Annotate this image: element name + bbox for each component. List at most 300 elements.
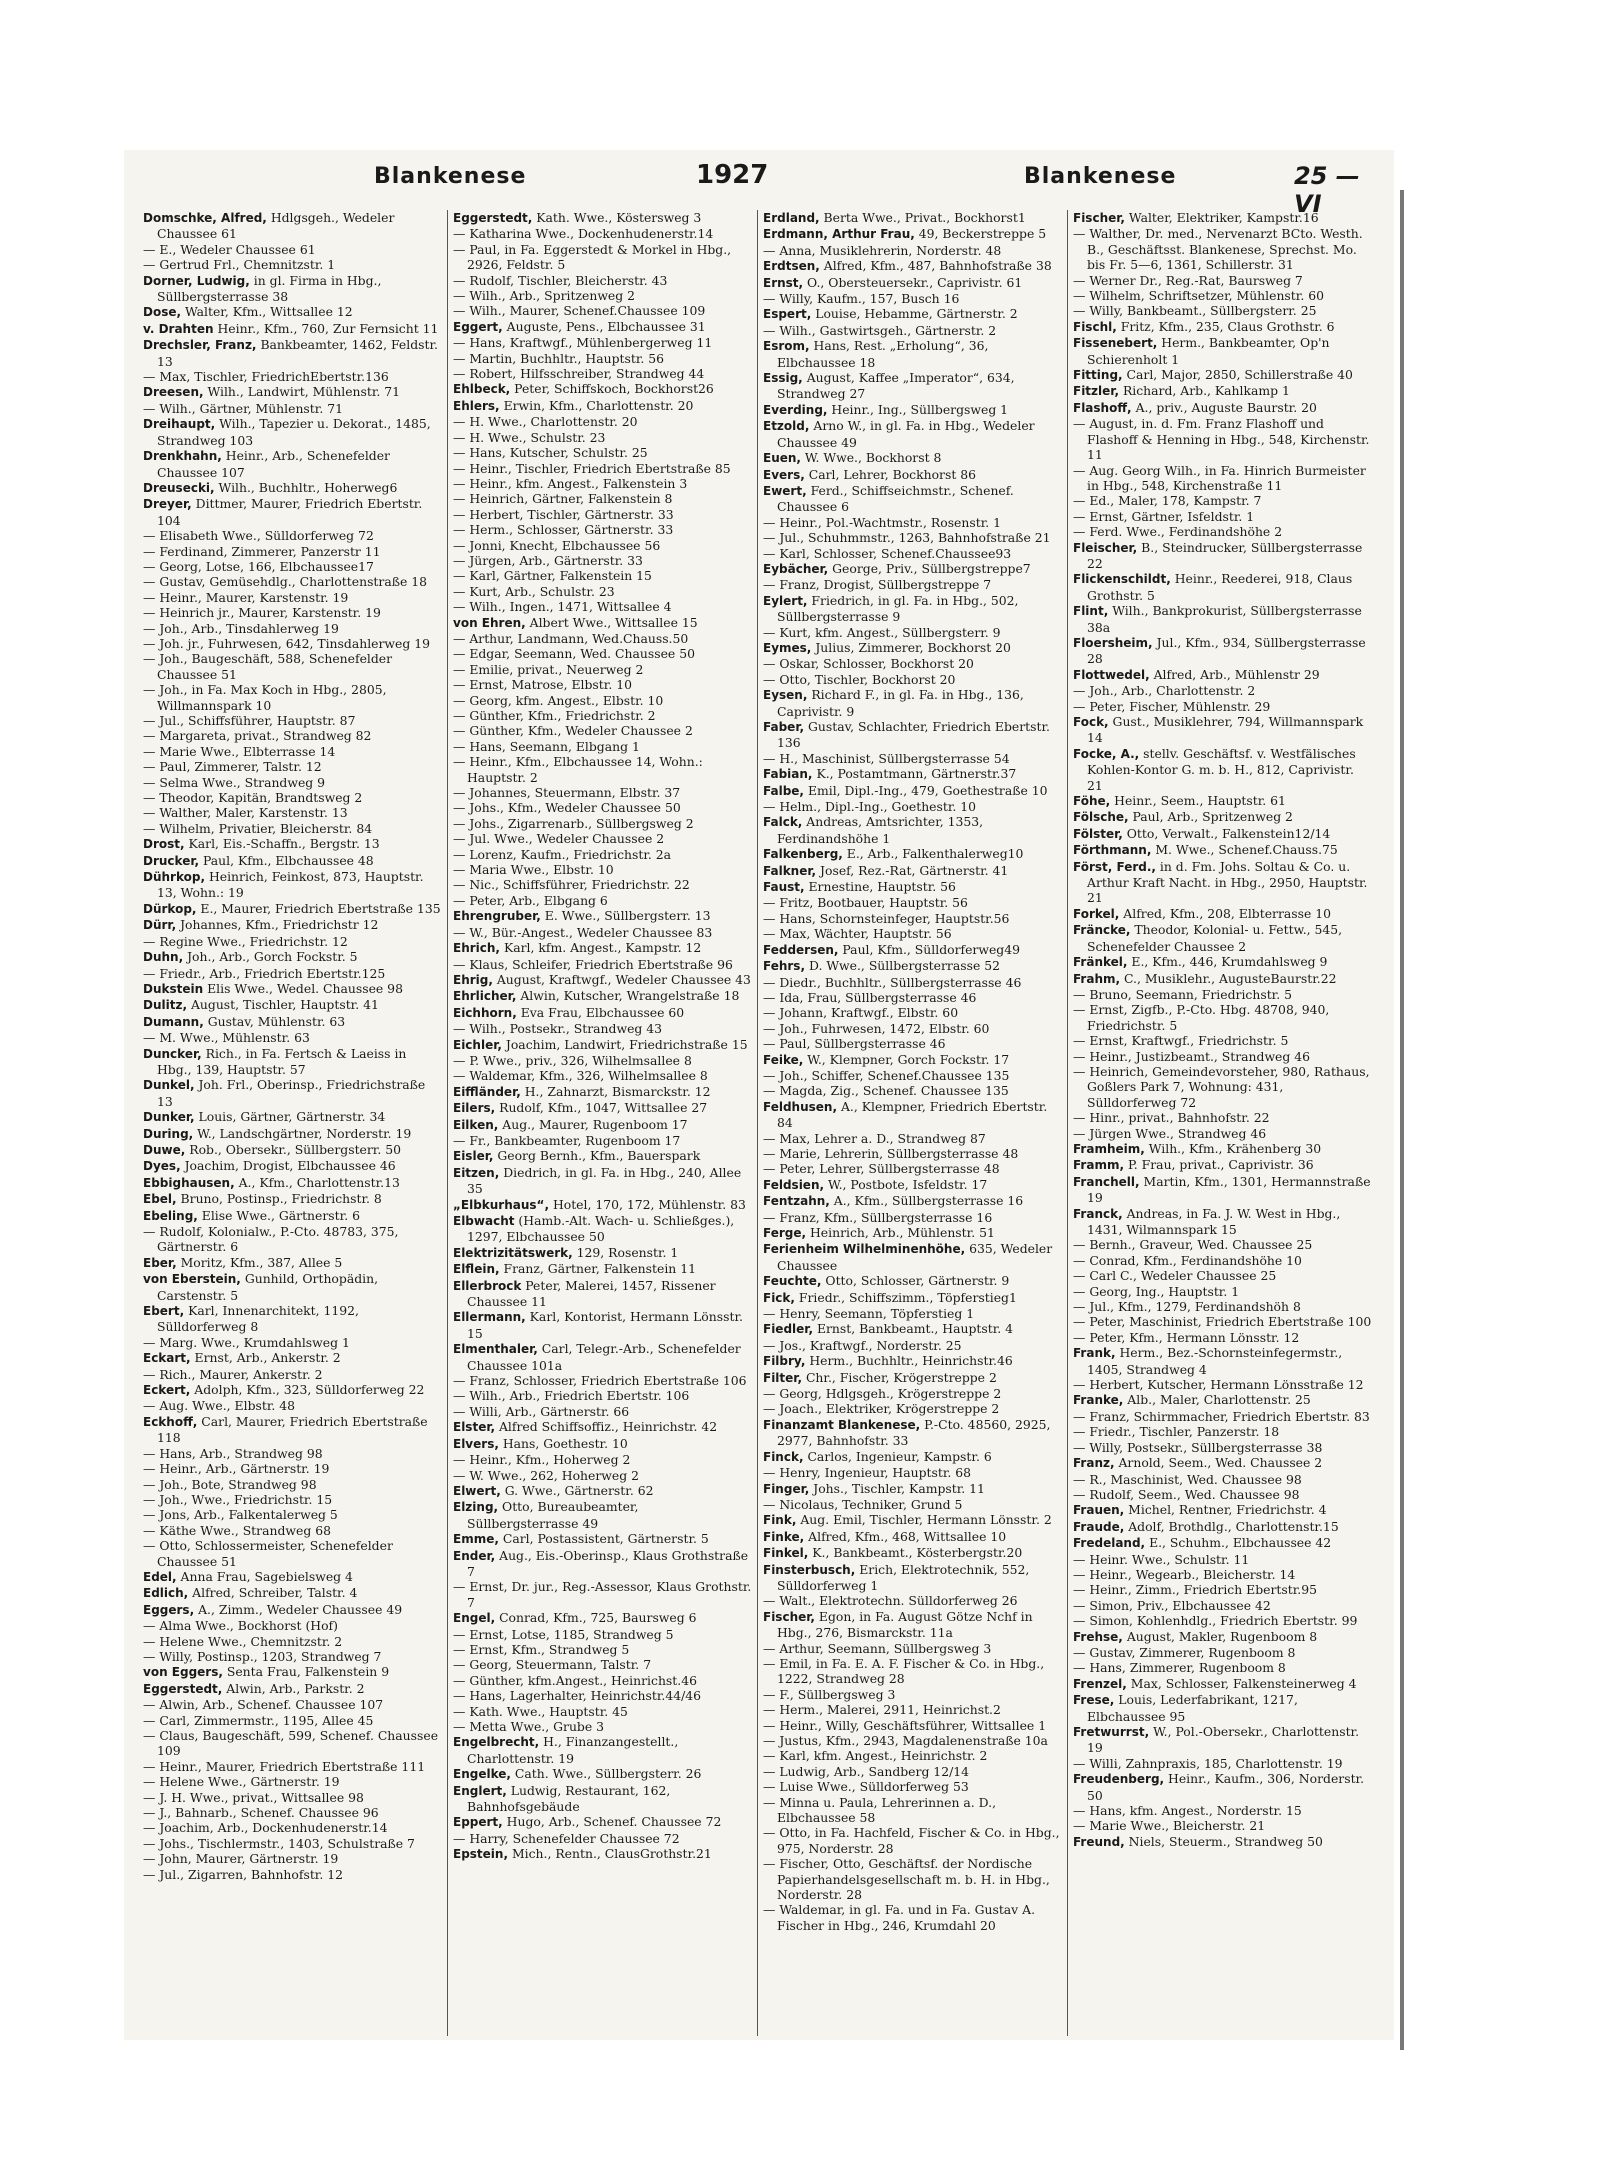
directory-entry <box>1073 1110 1373 1125</box>
entry-details: — Jürgen, Arb., Gärtnerstr. 33 <box>453 552 643 568</box>
entry-surname: Flottwedel, <box>1073 667 1150 682</box>
directory-entry <box>143 1713 442 1728</box>
entry-details: — Willy, Postsekr., Süllbergsterrasse 38 <box>1073 1439 1323 1455</box>
directory-entry <box>453 1197 752 1213</box>
directory-entry <box>453 507 752 522</box>
entry-surname: Drost, <box>143 837 185 852</box>
entry-surname: Eckart, <box>143 1351 191 1366</box>
directory-entry <box>763 1779 1062 1794</box>
entry-details: Josef, Rez.-Rat, Gärtnerstr. 41 <box>816 862 1009 878</box>
entry-details: O., Obersteuersekr., Caprivistr. 61 <box>803 274 1023 290</box>
entry-details: Friedr., Schiffszimm., Töpferstieg1 <box>794 1289 1017 1305</box>
directory-entry <box>763 338 1062 370</box>
entry-details: — Luise Wwe., Sülldorferweg 53 <box>763 1779 969 1795</box>
directory-entry <box>453 1673 752 1688</box>
entry-details: — Rudolf, Seem., Wed. Chaussee 98 <box>1073 1486 1300 1502</box>
directory-entry <box>763 483 1062 515</box>
entry-surname: Faust, <box>763 880 805 895</box>
entry-details: D. Wwe., Süllbergsterrasse 52 <box>805 958 1000 974</box>
directory-entry <box>453 491 752 506</box>
directory-entry <box>453 584 752 599</box>
entry-surname: Elmenthaler, <box>453 1342 538 1357</box>
directory-entry <box>763 1083 1062 1098</box>
entry-details: — Carl C., Wedeler Chaussee 25 <box>1073 1268 1277 1284</box>
directory-entry <box>763 561 1062 577</box>
entry-details: — Diedr., Buchhltr., Süllbergsterrasse 46 <box>763 974 1022 990</box>
entry-surname: Frahm, <box>1073 971 1121 986</box>
directory-entry <box>143 1851 442 1866</box>
entry-details: A., Kfm., Süllbergsterrasse 16 <box>829 1193 1024 1209</box>
entry-details: — Gertrud Frl., Chemnitzstr. 1 <box>143 257 336 273</box>
directory-entry <box>143 1126 442 1142</box>
entry-details: G. Wwe., Gärtnerstr. 62 <box>500 1482 654 1498</box>
column-3 <box>758 210 1068 2036</box>
entry-details: Otto, Bureaubeamter, Süllbergsterrasse 49 <box>467 1499 639 1531</box>
entry-details: M. Wwe., Schenef.Chauss.75 <box>1151 842 1338 858</box>
entry-details: — Georg, Ing., Hauptstr. 1 <box>1073 1283 1240 1299</box>
entry-details: Adolf, Brothdlg., Charlottenstr.15 <box>1124 1518 1339 1534</box>
entry-surname: Edel, <box>143 1569 177 1584</box>
entry-details: Alfred, Kfm., 208, Elbterrasse 10 <box>1119 905 1332 921</box>
entry-details: P. Frau, privat., Caprivistr. 36 <box>1124 1157 1314 1173</box>
directory-entry <box>453 1627 752 1642</box>
entry-details: — Bernh., Graveur, Wed. Chaussee 25 <box>1073 1237 1313 1253</box>
directory-entry <box>1073 1455 1373 1471</box>
entry-details: — Harry, Schenefelder Chaussee 72 <box>453 1830 680 1846</box>
directory-entry <box>143 966 442 981</box>
entry-details: — Alma Wwe., Bockhorst (Hof) <box>143 1618 338 1634</box>
entry-details: Heinrich, Arb., Mühlenstr. 51 <box>806 1225 995 1240</box>
directory-entry <box>453 988 752 1004</box>
directory-entry <box>143 1014 442 1030</box>
entry-details: Wilh., Tapezier u. Dekorat., 1485, Strandweg 103 <box>157 416 431 448</box>
directory-entry <box>763 1497 1062 1512</box>
directory-entry <box>453 816 752 831</box>
entry-details: — Ferdinand, Zimmerer, Panzerstr 11 <box>143 543 381 559</box>
entry-details: — Willi, Arb., Gärtnerstr. 66 <box>453 1403 630 1419</box>
entry-surname: Eilken, <box>453 1117 499 1132</box>
directory-entry <box>1073 1440 1373 1455</box>
entry-details: — Peter, Maschinist, Friedrich Ebertstraße 100 <box>1073 1314 1372 1330</box>
directory-entry <box>763 1449 1062 1465</box>
entry-details: Herm., Bez.-Schornsteinfegermstr., 1405, Strandweg 4 <box>1087 1345 1343 1377</box>
directory-entry <box>143 790 442 805</box>
entry-details: Fritz, Kfm., 235, Claus Grothstr. 6 <box>1116 318 1335 334</box>
entry-details: — Metta Wwe., Grube 3 <box>453 1719 605 1734</box>
entry-details: Elis Wwe., Wedel. Chaussee 98 <box>203 980 403 996</box>
directory-entry <box>453 1261 752 1277</box>
entry-surname: Fleischer, <box>1073 540 1138 555</box>
column-1 <box>138 210 448 2036</box>
directory-entry <box>1073 1567 1373 1582</box>
entry-details: — Wilhelm, Privatier, Bleicherstr. 84 <box>143 820 373 836</box>
entry-surname: Dukstein <box>143 981 204 996</box>
entry-surname: Eggerstedt, <box>143 1681 223 1696</box>
entry-details: Hans, Rest. „Erholung“, 36, Elbchaussee 18 <box>777 338 989 370</box>
entry-details: Berta Wwe., Privat., Bockhorst1 <box>819 210 1026 225</box>
column-2 <box>448 210 758 2036</box>
entry-details: — Fritz, Bootbauer, Hauptstr. 56 <box>763 895 968 911</box>
entry-surname: Focke, A., <box>1073 746 1140 761</box>
directory-entry <box>143 1398 442 1413</box>
entry-details: — Waldemar, in gl. Fa. und in Fa. Gustav A. Fischer in Hbg., 246, Krumdahl 20 <box>763 1902 1036 1933</box>
entry-surname: Elbwacht <box>453 1214 515 1228</box>
directory-entry <box>763 1099 1062 1131</box>
directory-entry <box>1073 699 1373 714</box>
entry-surname: Eilers, <box>453 1101 496 1116</box>
entry-surname: Domschke, Alfred, <box>143 211 267 225</box>
directory-entry <box>453 599 752 614</box>
directory-entry <box>453 476 752 491</box>
directory-entry <box>1073 1424 1373 1439</box>
entry-details: Arnold, Seem., Wed. Chaussee 2 <box>1114 1455 1323 1471</box>
directory-entry <box>453 1165 752 1197</box>
entry-surname: Dyes, <box>143 1159 181 1174</box>
directory-entry <box>1073 906 1373 922</box>
directory-entry <box>453 398 752 414</box>
entry-details: Aug., Maurer, Rugenboom 17 <box>498 1116 688 1132</box>
directory-entry <box>143 621 442 636</box>
directory-entry <box>1073 1237 1373 1252</box>
directory-entry <box>453 940 752 956</box>
directory-entry <box>1073 1330 1373 1345</box>
entry-details: — Justus, Kfm., 2943, Magdalenenstraße 10a <box>763 1733 1048 1748</box>
directory-entry <box>1073 1299 1373 1314</box>
entry-details: E. Wwe., Süllbergsterr. 13 <box>540 908 711 924</box>
entry-details: — Klaus, Schleifer, Friedrich Ebertstraße 96 <box>453 956 733 972</box>
entry-details: Gustav, Mühlenstr. 63 <box>203 1013 346 1029</box>
entry-surname: Ehlers, <box>453 398 500 413</box>
entry-details: E., Kfm., 446, Krumdahlsweg 9 <box>1127 954 1328 970</box>
directory-entry <box>143 384 442 400</box>
entry-surname: Eggert, <box>453 319 503 334</box>
directory-entry <box>143 1382 442 1398</box>
directory-entry <box>763 1401 1062 1416</box>
directory-entry <box>1073 793 1373 809</box>
entry-details: — Kurt, kfm. Angest., Süllbergsterr. 9 <box>763 624 1001 640</box>
entry-details: B., Steindrucker, Süllbergsterrasse 22 <box>1087 539 1363 571</box>
directory-entry <box>453 831 752 846</box>
entry-surname: Finke, <box>763 1529 805 1544</box>
entry-details: Moritz, Kfm., 387, Allee 5 <box>176 1254 343 1270</box>
entry-details: — Rudolf, Tischler, Bleicherstr. 43 <box>453 272 668 288</box>
entry-details: Joachim, Drogist, Elbchaussee 46 <box>180 1158 396 1174</box>
entry-surname: Ellerbrock <box>453 1278 522 1293</box>
directory-entry <box>763 1177 1062 1193</box>
entry-details: — Heinrich jr., Maurer, Karstenstr. 19 <box>143 605 381 621</box>
header-left-title: Blankenese <box>374 164 527 189</box>
directory-entry <box>143 1477 442 1492</box>
directory-entry <box>1073 714 1373 746</box>
directory-entry <box>763 275 1062 291</box>
entry-surname: Eckhoff, <box>143 1414 198 1429</box>
directory-entry <box>143 775 442 790</box>
entry-details: — Joh., Arb., Tinsdahlerweg 19 <box>143 620 339 636</box>
directory-entry <box>453 1117 752 1133</box>
entry-details: Herm., Buchhltr., Heinrichstr.46 <box>805 1353 1013 1369</box>
directory-entry <box>763 1052 1062 1068</box>
entry-details: — Kurt, Arb., Schulstr. 23 <box>453 583 615 599</box>
entry-details: — Ernst, Lotse, 1185, Strandweg 5 <box>453 1626 674 1642</box>
entry-surname: Finck, <box>763 1449 804 1464</box>
directory-entry <box>143 1790 442 1805</box>
directory-entry <box>763 1512 1062 1528</box>
entry-details: Georg Bernh., Kfm., Bauerspark <box>493 1148 701 1164</box>
entry-surname: Freund, <box>1073 1834 1125 1849</box>
directory-entry <box>453 1419 752 1435</box>
entry-details: — Max, Tischler, FriedrichEbertstr.136 <box>143 369 389 385</box>
directory-entry <box>143 917 442 933</box>
entry-details: Karl, Innenarchitekt, 1192, Sülldorferweg 8 <box>157 1303 359 1335</box>
directory-entry <box>143 805 442 820</box>
directory-entry <box>143 1618 442 1633</box>
directory-entry <box>1073 400 1373 416</box>
directory-entry <box>453 1245 752 1261</box>
entry-details: — Marg. Wwe., Krumdahlsweg 1 <box>143 1334 350 1350</box>
entry-surname: Franz, <box>1073 1456 1115 1471</box>
entry-details: C., Musiklehr., AugusteBaurstr.22 <box>1120 970 1337 986</box>
entry-surname: Espert, <box>763 307 812 322</box>
directory-entry <box>143 1774 442 1789</box>
entry-details: George, Priv., Süllbergstreppe7 <box>828 560 1031 576</box>
directory-entry <box>453 972 752 988</box>
entry-details: Alb., Maler, Charlottenstr. 25 <box>1123 1392 1311 1408</box>
entry-surname: Fräncke, <box>1073 923 1131 938</box>
directory-entry <box>453 430 752 445</box>
entry-surname: Fölster, <box>1073 826 1123 841</box>
entry-details: Bankbeamter, 1462, Feldstr. 13 <box>157 337 438 369</box>
directory-entry <box>763 783 1062 799</box>
directory-entry <box>1073 540 1373 572</box>
directory-entry <box>763 1764 1062 1779</box>
directory-entry <box>143 901 442 917</box>
directory-entry <box>453 1704 752 1719</box>
directory-entry <box>453 319 752 335</box>
directory-entry <box>763 625 1062 640</box>
directory-entry <box>763 243 1062 258</box>
entry-details: — Jul., Schuhmmstr., 1263, Bahnhofstraße 21 <box>763 530 1051 546</box>
entry-details: W., Klempner, Gorch Fockstr. 17 <box>803 1051 1010 1067</box>
entry-surname: Dorner, Ludwig, <box>143 273 250 288</box>
entry-details: Andreas, Amtsrichter, 1353, Ferdinandshöhe 1 <box>777 814 984 846</box>
entry-details: — Aug. Wwe., Elbstr. 48 <box>143 1398 296 1414</box>
directory-entry <box>453 1610 752 1626</box>
entry-details: K., Bankbeamt., Kösterbergstr.20 <box>808 1545 1023 1561</box>
entry-details: — Herbert, Tischler, Gärtnerstr. 33 <box>453 506 674 522</box>
entry-details: P.-Cto. 48560, 2925, 2977, Bahnhofstr. 33 <box>777 1416 1051 1449</box>
directory-entry <box>453 957 752 972</box>
entry-details: — Walt., Elektrotechn. Sülldorferweg 26 <box>763 1593 1018 1609</box>
directory-entry <box>453 1053 752 1068</box>
directory-entry <box>763 1718 1062 1733</box>
entry-surname: Engel, <box>453 1611 496 1626</box>
entry-details: W. Wwe., Bockhorst 8 <box>800 450 942 466</box>
entry-details: Senta Frau, Falkenstein 9 <box>222 1664 390 1680</box>
directory-entry <box>143 1867 442 1882</box>
entry-details: Alwin, Arb., Parkstr. 2 <box>222 1680 365 1696</box>
entry-details: Eva Frau, Elbchaussee 60 <box>516 1004 685 1020</box>
entry-surname: Falkenberg, <box>763 847 843 862</box>
entry-details: — Franz, Drogist, Süllbergstreppe 7 <box>763 577 992 593</box>
entry-surname: Fock, <box>1073 715 1109 729</box>
entry-details: A., Klempner, Friedrich Ebertstr. 84 <box>777 1098 1048 1131</box>
entry-details: — Wilh., Postsekr., Strandweg 43 <box>453 1021 663 1037</box>
directory-entry <box>1073 288 1373 303</box>
entry-surname: Ehrengruber, <box>453 909 541 924</box>
directory-entry <box>1073 1724 1373 1756</box>
entry-details: — Joach., Elektriker, Krögerstreppe 2 <box>763 1401 1000 1417</box>
directory-entry <box>143 1191 442 1207</box>
entry-details: — Willi, Zahnpraxis, 185, Charlottenstr. 19 <box>1073 1755 1343 1771</box>
directory-entry <box>763 370 1062 402</box>
directory-entry <box>763 467 1062 483</box>
entry-details: August, Makler, Rugenboom 8 <box>1122 1628 1318 1644</box>
directory-entry <box>763 291 1062 306</box>
entry-details: — Simon, Priv., Elbchaussee 42 <box>1073 1597 1271 1613</box>
entry-surname: Drechsler, Franz, <box>143 338 257 353</box>
entry-details: Alfred, Arb., Mühlenstr 29 <box>1149 666 1320 682</box>
entry-surname: Elektrizitätswerk, <box>453 1245 573 1260</box>
entry-details: H., Finanzangestellt., Charlottenstr. 19 <box>467 1734 679 1766</box>
directory-entry <box>763 1529 1062 1545</box>
directory-entry <box>143 744 442 759</box>
entry-details: — Werner Dr., Reg.-Rat, Baursweg 7 <box>1073 272 1303 288</box>
entry-details: — E., Wedeler Chaussee 61 <box>143 241 316 257</box>
entry-surname: Fischer, <box>1073 211 1125 225</box>
entry-surname: Frank, <box>1073 1346 1116 1361</box>
entry-details: — Walther, Dr. med., Nervenarzt BCto. Westh. B., Geschäftsst. Blankenese, Sprechst. Mo. bis Fr. 5—6, 1361, Schillerstr. 31 <box>1073 226 1363 273</box>
entry-details: — Regine Wwe., Friedrichstr. 12 <box>143 933 348 949</box>
directory-entry <box>1073 1756 1373 1771</box>
directory-entry <box>763 879 1062 895</box>
entry-details: — Conrad, Kfm., Ferdinandshöhe 10 <box>1073 1252 1302 1268</box>
entry-surname: Franchell, <box>1073 1174 1140 1189</box>
directory-entry <box>143 559 442 574</box>
directory-entry <box>1073 1049 1373 1064</box>
entry-details: Paul, Kfm., Sülldorferweg49 <box>838 941 1020 957</box>
directory-entry <box>1073 809 1373 825</box>
directory-entry <box>1073 746 1373 793</box>
column-4 <box>1068 210 1378 2036</box>
directory-entry <box>453 1531 752 1547</box>
entry-surname: Feuchte, <box>763 1274 822 1289</box>
directory-entry <box>143 636 442 651</box>
entry-surname: Feike, <box>763 1052 804 1067</box>
entry-surname: Duhn, <box>143 950 184 965</box>
entry-details: Friedrich, in gl. Fa. in Hbg., 502, Süllbergsterrasse 9 <box>777 592 1019 625</box>
entry-surname: Frenzel, <box>1073 1676 1127 1691</box>
entry-details: Carl, Lehrer, Bockhorst 86 <box>804 466 977 482</box>
entry-details: — Katharina Wwe., Dockenhudenerstr.14 <box>453 226 714 242</box>
directory-entry <box>453 723 752 738</box>
directory-entry <box>453 1278 752 1310</box>
directory-entry <box>1073 1377 1373 1392</box>
entry-surname: Ehrich, <box>453 941 500 956</box>
entry-details: — John, Maurer, Gärtnerstr. 19 <box>143 1851 339 1867</box>
entry-surname: Dunkel, <box>143 1078 195 1093</box>
directory-entry <box>453 1483 752 1499</box>
directory-entry <box>143 651 442 682</box>
entry-details: Aug., Eis.-Oberinsp., Klaus Grothstraße 7 <box>467 1547 749 1579</box>
directory-entry <box>763 1656 1062 1687</box>
entry-surname: Fraude, <box>1073 1519 1125 1534</box>
entry-details: — Friedr., Arb., Friedrich Ebertstr.125 <box>143 965 386 981</box>
entry-details: — J. H. Wwe., privat., Wittsallee 98 <box>143 1789 364 1805</box>
entry-details: Adolph, Kfm., 323, Sülldorferweg 22 <box>190 1382 425 1398</box>
directory-entry <box>1073 1629 1373 1645</box>
entry-details: Anna Frau, Sagebielsweg 4 <box>176 1568 353 1584</box>
entry-surname: Erdland, <box>763 211 820 225</box>
directory-entry <box>763 799 1062 814</box>
directory-entry <box>453 381 752 397</box>
entry-details: — Ernst, Kraftwgf., Friedrichstr. 5 <box>1073 1033 1289 1049</box>
directory-entry <box>1073 335 1373 367</box>
entry-surname: Ellermann, <box>453 1310 526 1325</box>
directory-entry <box>453 1100 752 1116</box>
directory-entry <box>453 522 752 537</box>
directory-entry <box>763 751 1062 766</box>
entry-details: — Hans, Kraftwgf., Mühlenbergerweg 11 <box>453 335 713 351</box>
entry-surname: Flashoff, <box>1073 400 1132 415</box>
directory-entry <box>1073 1268 1373 1283</box>
entry-surname: Eckert, <box>143 1383 191 1398</box>
entry-surname: Fick, <box>763 1290 795 1305</box>
directory-entry <box>143 682 442 713</box>
entry-details: — Heinr., Arb., Gärtnerstr. 19 <box>143 1461 330 1477</box>
entry-details: — Heinr., Maurer, Karstenstr. 19 <box>143 589 349 605</box>
binding-edge <box>1400 190 1404 2050</box>
entry-surname: Frese, <box>1073 1693 1115 1708</box>
directory-entry <box>763 306 1062 322</box>
entry-details: Paul, Arb., Spritzenweg 2 <box>1128 809 1293 825</box>
entry-surname: Filter, <box>763 1370 803 1385</box>
entry-details: — Johs., Tischlermstr., 1403, Schulstraße 7 <box>143 1835 415 1851</box>
directory-entry <box>453 1133 752 1148</box>
directory-entry <box>453 1084 752 1100</box>
directory-entry <box>1073 1818 1373 1833</box>
entry-details: Kath. Wwe., Köstersweg 3 <box>532 210 702 225</box>
directory-entry <box>143 1523 442 1538</box>
entry-surname: Feddersen, <box>763 942 839 957</box>
directory-entry <box>143 1759 442 1774</box>
directory-entry <box>763 1562 1062 1594</box>
directory-entry <box>1073 210 1373 226</box>
directory-entry <box>453 1309 752 1341</box>
directory-page <box>124 150 1394 2040</box>
directory-entry <box>143 1077 442 1109</box>
directory-entry <box>763 895 1062 910</box>
entry-surname: Ebeling, <box>143 1208 198 1223</box>
directory-entry <box>143 1175 442 1191</box>
entry-surname: Floersheim, <box>1073 635 1153 650</box>
entry-details: — Peter, Fischer, Mühlenstr. 29 <box>1073 698 1271 714</box>
directory-entry <box>1073 842 1373 858</box>
entry-details: Dittmer, Maurer, Friedrich Ebertstr. 104 <box>157 496 423 528</box>
entry-details: Ernestine, Hauptstr. 56 <box>804 879 956 895</box>
directory-entry <box>143 210 442 242</box>
entry-details: — Simon, Kohlenhdlg., Friedrich Ebertstr. 99 <box>1073 1613 1358 1629</box>
directory-entry <box>453 1037 752 1053</box>
entry-details: Rob., Obersekr., Süllbergsterr. 50 <box>185 1141 402 1157</box>
entry-surname: Eichhorn, <box>453 1005 517 1020</box>
entry-details: E., Schuhm., Elbchaussee 42 <box>1145 1535 1332 1551</box>
directory-entry <box>143 544 442 559</box>
directory-entry <box>763 1210 1062 1225</box>
entry-details: — Heinr., kfm. Angest., Falkenstein 3 <box>453 475 688 491</box>
entry-surname: Dürkop, <box>143 901 197 916</box>
entry-details: Gustav, Schlachter, Friedrich Ebertstr. 136 <box>777 719 1050 751</box>
directory-entry <box>763 1795 1062 1826</box>
